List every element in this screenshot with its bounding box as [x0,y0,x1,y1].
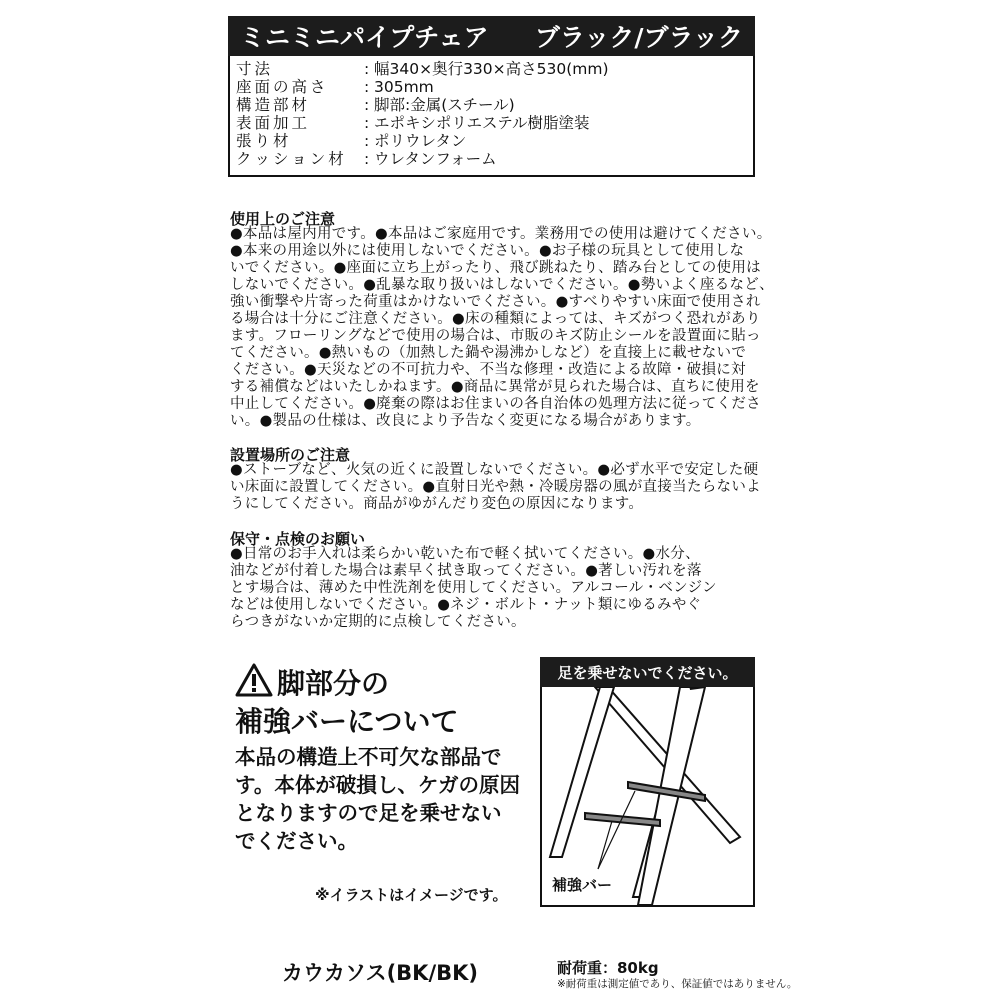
spec-row-upholstery: 張り材 : ポリウレタン [236,132,467,150]
usage-line: ●本品は屋内用です。●本品はご家庭用です。業務用での使用は避けてください。 [230,226,772,242]
spec-label: クッション材 [236,150,347,168]
warning-title [235,662,389,702]
load-capacity: 耐荷重：80kg [557,959,659,977]
usage-line: ●本来の用途以外には使用しないでください。●お子様の玩具として使用しな [230,243,745,259]
warning-body-line: となりますので足を乗せない [235,801,502,825]
spec-row-material: 構造部材 : 脚部:金属(スチール) [236,96,515,114]
maintenance-line: ●日常のお手入れは柔らかい乾いた布で軽く拭いてください。●水分、 [230,546,700,562]
usage-line: する補償などはいたしかねます。●商品に異常が見られた場合は、直ちに使用を [230,379,760,395]
illustration-note: ※イラストはイメージです。 [315,886,508,904]
spec-row-seat-height: 座面の高さ : 305mm [236,78,434,96]
load-capacity-note: ※耐荷重は測定値であり、保証値ではありません。 [557,978,798,990]
warning-title-line2: 補強バーについて [235,705,459,738]
warning-title-line1: 脚部分の [277,667,390,700]
spec-label: 座面の高さ [236,78,329,96]
warning-body-line: す。本体が破損し、ケガの原因 [235,773,520,797]
spec-label: 寸法 [236,60,274,78]
spec-value: 305mm [374,78,434,96]
usage-line: いでください。●座面に立ち上がったり、飛び跳ねたり、踏み台としての使用は [230,260,761,276]
maintenance-title: 保守・点検のお願い [230,530,366,548]
spec-table [228,56,755,177]
usage-line: ます。フローリングなどで使用の場合は、市販のキズ防止シールを設置面に貼っ [230,328,761,344]
spec-label: 構造部材 [236,96,311,114]
usage-line: ください。●天災などの不可抗力や、不当な修理・改造による故障・破損に対 [230,362,746,378]
reinforcement-bar-label: 補強バー [552,876,613,894]
spec-label: 張り材 [236,132,292,150]
spec-row-finish: 表面加工 : エポキシポリエステル樹脂塗装 [236,114,590,132]
maintenance-line: とす場合は、薄めた中性洗剤を使用してください。アルコール・ベンジン [230,580,717,596]
usage-line: 強い衝撃や片寄った荷重はかけないでください。●すべりやすい床面で使用され [230,294,761,310]
model-name: カウカソス(BK/BK) [282,961,479,985]
maintenance-line: 油などが付着した場合は素早く拭き取ってください。●著しい汚れを落 [230,563,702,579]
chair-legs-illustration [540,687,755,905]
usage-line: る場合は十分にご注意ください。●床の種類によっては、キズがつく恐れがあり [230,311,761,327]
spec-value: 幅340×奥行330×高さ530(mm) [374,60,609,78]
usage-line: しないでください。●乱暴な取り扱いはしないでください。●勢いよく座るなど、 [230,277,774,293]
warning-triangle-icon [235,663,273,697]
spec-row-dimensions: 寸法 : 幅340×奥行330×高さ530(mm) [236,60,609,78]
warning-body-line: でください。 [235,829,358,853]
illustration-banner: 足を乗せないでください。 [540,657,755,687]
spec-value: ウレタンフォーム [374,150,497,168]
placement-title: 設置場所のご注意 [230,446,351,464]
spec-row-cushion: クッション材 : ウレタンフォーム [236,150,497,168]
usage-title: 使用上のご注意 [230,210,336,228]
spec-value: エポキシポリエステル樹脂塗装 [374,114,590,132]
maintenance-line: などは使用しないでください。●ネジ・ボルト・ナット類にゆるみやぐ [230,597,702,613]
placement-line: うにしてください。商品がゆがんだり変色の原因になります。 [230,496,644,512]
usage-line: 中止してください。●廃棄の際はお住まいの各自治体の処理方法に従ってくださ [230,396,761,412]
warning-body-line: 本品の構造上不可欠な部品で [235,745,502,769]
spec-label: 表面加工 [236,114,311,132]
spec-value: ポリウレタン [374,132,467,150]
product-header [228,16,755,56]
placement-line: い床面に設置してください。●直射日光や熱・冷暖房器の風が直接当たらないよ [230,479,761,495]
placement-line: ●ストーブなど、火気の近くに設置しないでください。●必ず水平で安定した硬 [230,462,759,478]
usage-line: い。●製品の仕様は、改良により予告なく変更になる場合があります。 [230,413,701,429]
product-name: ミニミニパイプチェア [240,23,489,52]
maintenance-line: らつきがないか定期的に点検してください。 [230,614,526,630]
spec-value: 脚部:金属(スチール) [374,96,515,114]
usage-line: てください。●熱いもの（加熱した鍋や湯沸かしなど）を直接上に載せないで [230,345,747,361]
product-color: ブラック/ブラック [534,23,743,52]
